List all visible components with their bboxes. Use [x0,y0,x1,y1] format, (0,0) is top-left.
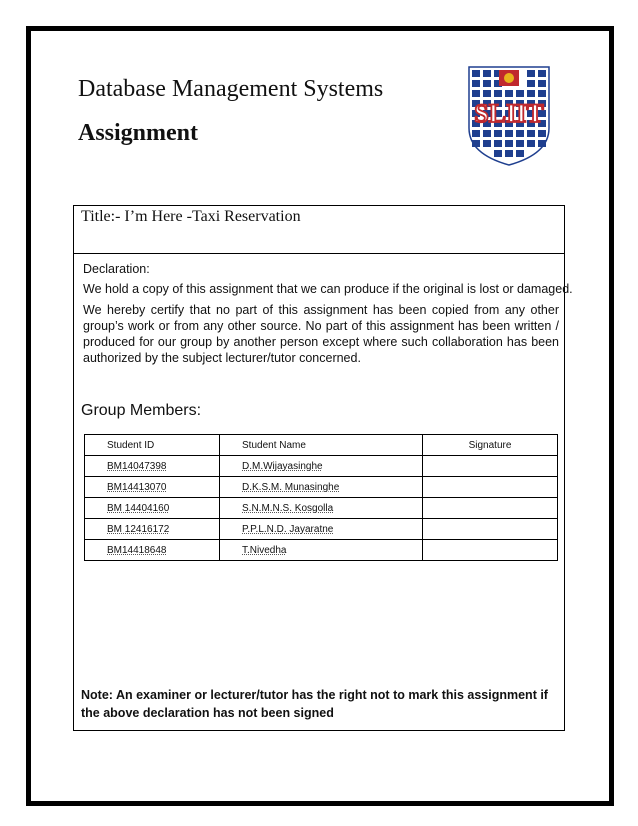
assignment-heading: Assignment [78,120,199,146]
declaration-paragraph-2: We hereby certify that no part of this assignment has been copied from any other group’s work or from any other source. No part of this assignment has been written / produced for our group by another person except where such collaboration has been authorized by the subject lecturer/tutor concerned. [83,303,559,365]
signature-cell [423,477,558,498]
sliit-logo [468,66,550,166]
student-name: D.M.Wijayasinghe [242,460,323,472]
cover-form [73,205,573,731]
student-id: BM14047398 [107,460,167,472]
course-title: Database Management Systems [78,76,384,102]
student-name: D.K.S.M. Munasinghe [242,481,340,493]
table-header-row [85,435,558,456]
column-header-signature: Signature [423,435,558,456]
student-name: T.Nivedha [242,544,287,556]
table-row [85,477,558,498]
student-id: BM14418648 [107,544,167,556]
group-members-table [84,434,558,561]
column-header-student-name: Student Name [220,435,423,456]
signature-cell [423,519,558,540]
student-id: BM 12416172 [107,523,170,535]
title-row [74,206,564,254]
table-row [85,540,558,561]
table-row [85,456,558,477]
column-header-student-id: Student ID [85,435,220,456]
student-id: BM 14404160 [107,502,170,514]
signature-cell [423,540,558,561]
student-id: BM14413070 [107,481,167,493]
note-text: Note: An examiner or lecturer/tutor has the right not to mark this assignment if the above declaration has not been signed [81,688,548,720]
student-name: P.P.L.N.D. Jayaratne [242,523,334,535]
declaration-label: Declaration: [83,262,150,276]
signature-cell [423,456,558,477]
group-members-label: Group Members: [81,402,202,419]
table-row [85,519,558,540]
assignment-title: Title:- I’m Here -Taxi Reservation [81,208,301,225]
logo-text: SLIIT [474,99,544,128]
signature-cell [423,498,558,519]
table-row [85,498,558,519]
student-name: S.N.M.N.S. Kosgolla [242,502,334,514]
declaration-paragraph-1: We hold a copy of this assignment that we can produce if the original is lost or damaged. [83,282,573,296]
